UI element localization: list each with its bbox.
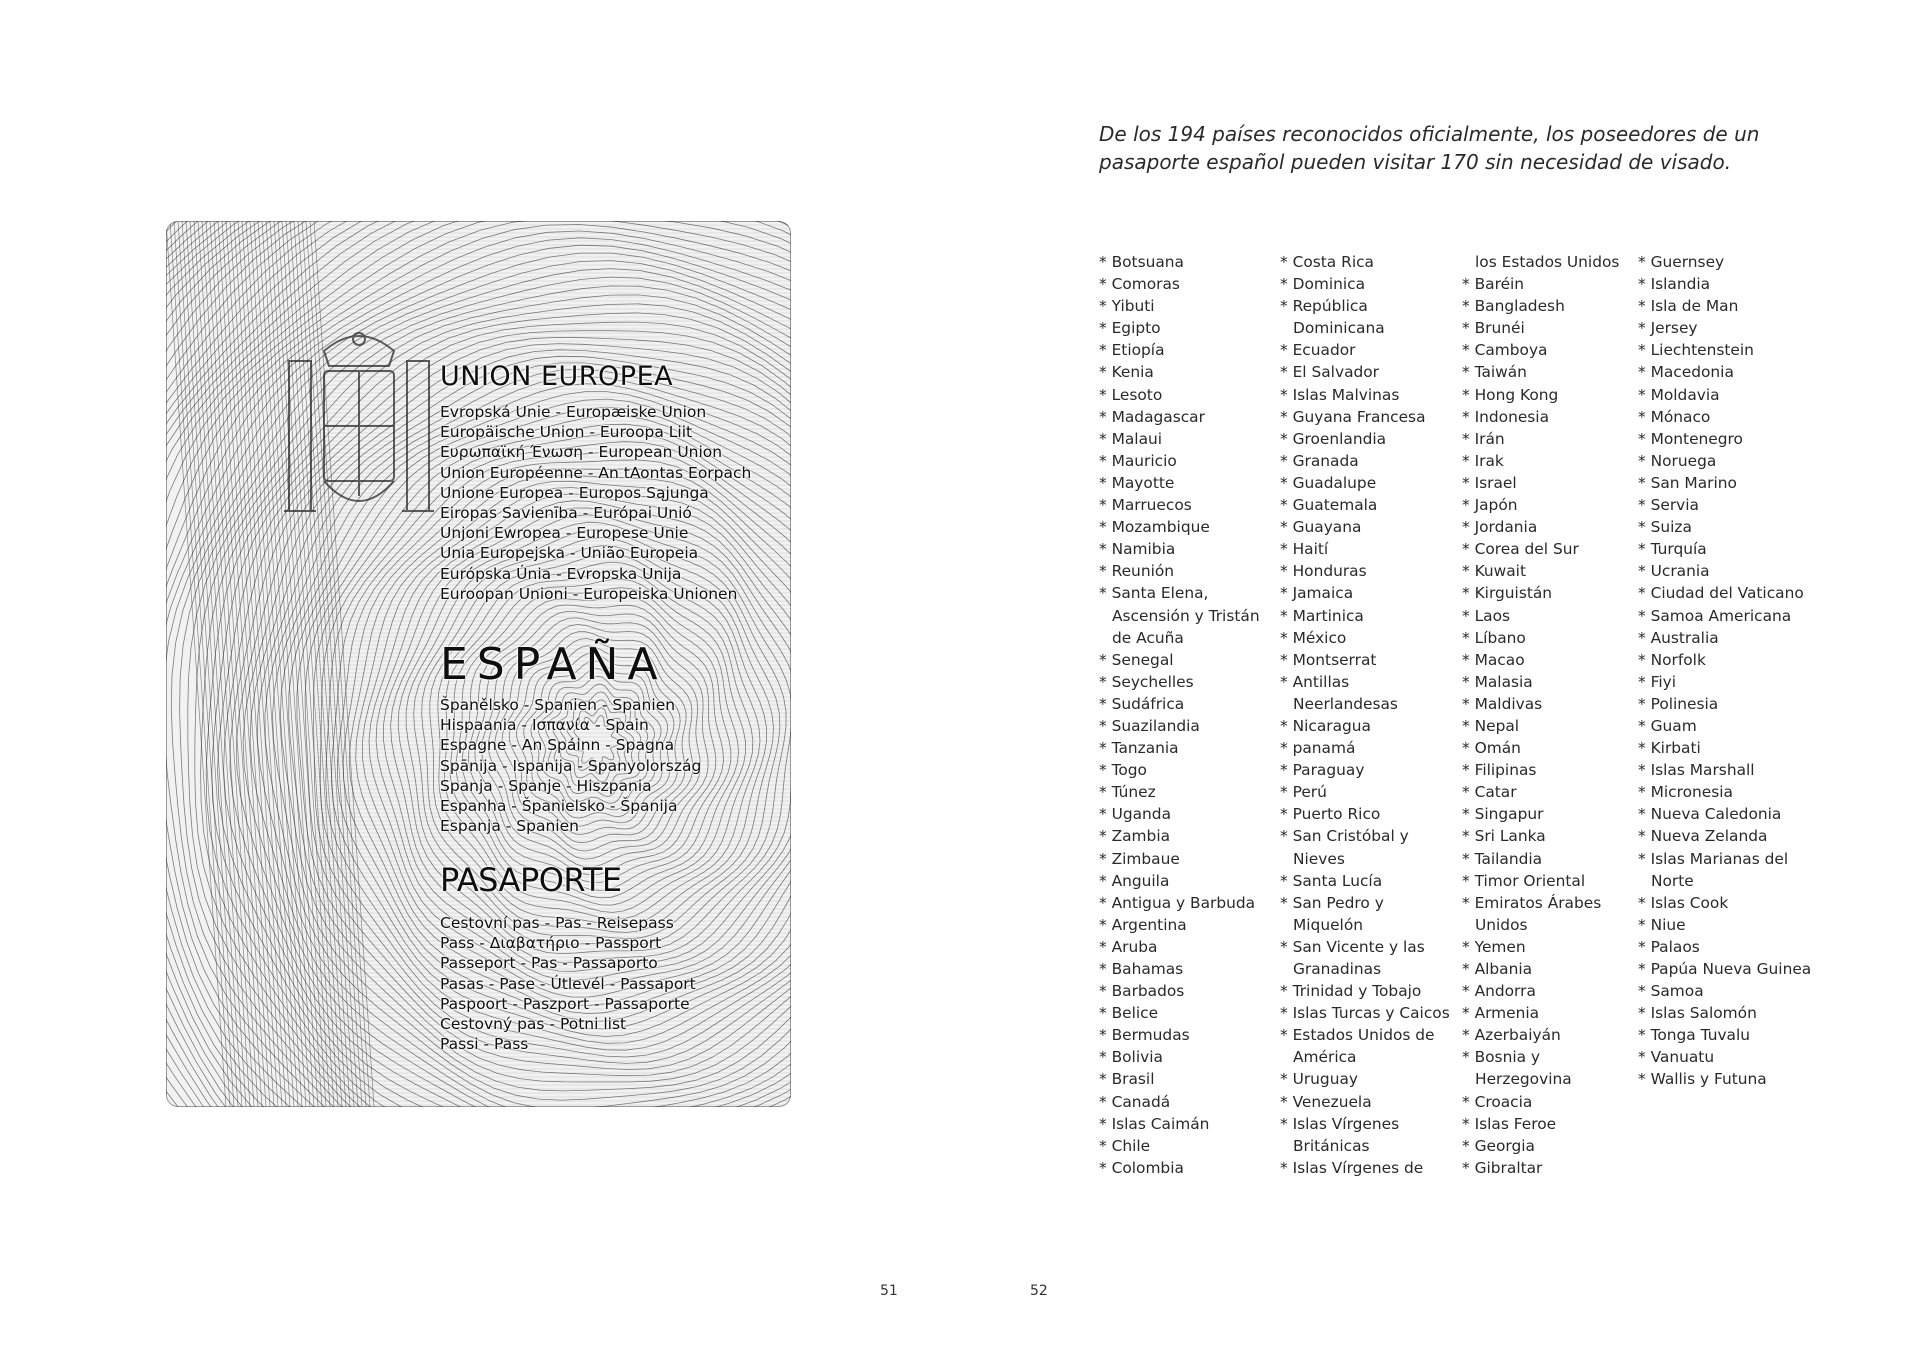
country-line: Hispaania - Ισπανία - Spain (440, 716, 649, 735)
country-list-item: * Niue (1638, 915, 1686, 934)
country-list-item: * Noruega (1638, 451, 1717, 470)
country-list-item: * Kuwait (1462, 562, 1526, 581)
country-list-item: * Japón (1462, 496, 1518, 515)
country-translations (440, 695, 701, 836)
country-list-item: * Zimbaue (1099, 849, 1180, 868)
country-list-item: * Islas Cook (1638, 893, 1729, 912)
country-list-item: * Honduras (1280, 562, 1367, 581)
country-list-item: * Perú (1280, 783, 1327, 802)
country-list-item: * San Cristóbal y Nieves (1280, 827, 1409, 868)
country-list-item: * Irán (1462, 429, 1505, 448)
country-column-3 (1462, 251, 1637, 1179)
country-list-item: * Guyana Francesa (1280, 407, 1426, 426)
country-list-item: * Nepal (1462, 716, 1520, 735)
country-list-item: * Laos (1462, 606, 1511, 625)
country-list-item: * Martinica (1280, 606, 1364, 625)
country-list-item: * Tonga Tuvalu (1638, 1026, 1751, 1045)
country-list-item: * Brunéi (1462, 319, 1525, 338)
country-list-item: * Suazilandia (1099, 716, 1200, 735)
country-list-item: * Israel (1462, 473, 1517, 492)
country-list-item: * Aruba (1099, 937, 1158, 956)
country-list-item: * Baréin (1462, 275, 1525, 294)
document-line: Cestovní pas - Pas - Reisepass (440, 914, 674, 932)
country-list-item: * Irak (1462, 451, 1504, 470)
document-line: Paspoort - Paszport - Passaporte (440, 994, 690, 1013)
country-list-item: * Jordania (1462, 518, 1538, 537)
union-line: Europäische Union - Euroopa Liit (440, 423, 693, 442)
union-title: UNION EUROPEA (440, 361, 674, 392)
country-list-item: * Corea del Sur (1462, 540, 1579, 559)
country-list-item: * Sudáfrica (1099, 694, 1185, 713)
country-list-item: * Botsuana (1099, 253, 1184, 271)
country-list-item: * Vanuatu (1638, 1048, 1715, 1067)
country-list-item: * Singapur (1462, 805, 1544, 824)
country-list-item: * Costa Rica (1280, 253, 1374, 271)
country-list-item: * Albania (1462, 960, 1533, 978)
country-list-item: * Bolivia (1099, 1048, 1163, 1067)
country-line: Spanja - Spanje - Hiszpania (440, 776, 652, 795)
country-list-item: * Samoa (1638, 982, 1704, 1001)
union-line: Evropská Unie - Europæiske Union (440, 403, 707, 421)
country-list-item: * Mayotte (1099, 473, 1175, 492)
union-line: Eiropas Savienība - Európai Unió (440, 504, 692, 523)
country-list-item: * Omán (1462, 739, 1521, 758)
country-list-item: * Uganda (1099, 805, 1172, 824)
country-list-item: * Haití (1280, 540, 1329, 559)
country-list-item: * Brasil (1099, 1070, 1155, 1089)
country-list-item: * Togo (1099, 761, 1147, 780)
country-line: Espanha - Španielsko - Španija (440, 797, 678, 816)
country-line: Spānija - Ispanija - Spanyolország (440, 756, 702, 775)
country-list-item: los Estados Unidos (1475, 253, 1620, 271)
country-list-item: * Islas Vírgenes Británicas (1280, 1114, 1400, 1155)
country-list-item: * Reunión (1099, 562, 1175, 581)
coat-of-arms-icon (284, 321, 434, 551)
document-title: PASAPORTE (440, 861, 622, 899)
intro-paragraph: De los 194 países reconocidos oficialmente, los poseedores de un pasaporte español pueden visitar 170 sin necesidad de visado. (1099, 122, 1760, 174)
country-list-item: * Namibia (1099, 540, 1176, 559)
country-list-item: * Polinesia (1638, 694, 1719, 713)
country-list-item: * Tanzania (1099, 739, 1179, 758)
country-list-item: * Nueva Caledonia (1638, 805, 1782, 824)
country-list-item: * Liechtenstein (1638, 341, 1754, 360)
page-number-left: 51 (880, 1283, 898, 1299)
country-list-item: * Australia (1638, 628, 1719, 647)
page-number-right: 52 (1030, 1283, 1048, 1299)
country-list-item: * Líbano (1462, 628, 1526, 647)
country-column-2 (1280, 251, 1455, 1179)
union-line: Európska Únia - Evropska Unija (440, 564, 682, 583)
country-list-item: * Lesoto (1099, 385, 1163, 404)
country-list-item: * Malasia (1462, 672, 1533, 691)
country-list-item: * Marruecos (1099, 496, 1192, 515)
country-list-item: * Anguila (1099, 871, 1170, 890)
union-line: Union Européenne - An tAontas Eorpach (440, 463, 752, 482)
country-list-item: * Camboya (1462, 341, 1548, 360)
country-list-item: * Senegal (1099, 650, 1174, 669)
country-list-item: * Chile (1099, 1136, 1151, 1155)
country-list-item: * Bermudas (1099, 1026, 1190, 1045)
country-list-item: * Seychelles (1099, 672, 1194, 691)
country-list-item: * Islas Caimán (1099, 1114, 1210, 1133)
document-line: Pass - Διαβατήριο - Passport (440, 934, 662, 953)
country-list-item: * Maldivas (1462, 694, 1543, 713)
country-list-item: * panamá (1280, 739, 1356, 758)
country-list-item: * Ecuador (1280, 341, 1356, 360)
country-list-item: * Georgia (1462, 1136, 1535, 1155)
union-line: Unione Europea - Europos Sąjunga (440, 483, 709, 502)
country-list-item: * Suiza (1638, 518, 1692, 537)
country-list-item: * San Marino (1638, 473, 1737, 492)
document-line: Pasas - Pase - Útlevél - Passaport (440, 974, 696, 993)
union-translations (440, 402, 751, 604)
country-list-item: * Islas Malvinas (1280, 385, 1400, 404)
country-list-item: * Nicaragua (1280, 716, 1371, 735)
country-list-item: * Turquía (1638, 540, 1707, 559)
country-list-item: * Timor Oriental (1462, 871, 1586, 890)
country-list-item: * El Salvador (1280, 363, 1380, 382)
country-list-item: * Ucrania (1638, 562, 1710, 581)
country-list-item: * México (1280, 628, 1347, 647)
country-list-item: * Norfolk (1638, 650, 1706, 669)
country-list-item: * Antillas Neerlandesas (1280, 672, 1398, 713)
country-list-item: * Bangladesh (1462, 297, 1565, 316)
country-list-item: * Islandia (1638, 275, 1711, 294)
country-list-item: * Granada (1280, 451, 1359, 470)
country-list-item: * Jamaica (1280, 584, 1354, 603)
country-list-item: * Estados Unidos de América (1280, 1026, 1435, 1067)
country-list-item: * Gibraltar (1462, 1158, 1543, 1177)
country-list-item: * Palaos (1638, 937, 1700, 956)
country-list-item: * San Vicente y las Granadinas (1280, 937, 1425, 978)
country-list-item: * Hong Kong (1462, 385, 1559, 404)
document-line: Passeport - Pas - Passaporto (440, 954, 658, 973)
country-list-item: * Túnez (1099, 783, 1156, 802)
country-list-item: * Kirguistán (1462, 584, 1553, 603)
country-list-item: * Islas Marshall (1638, 761, 1755, 780)
union-line: Ευρωπαϊκή Ένωση - European Union (440, 443, 723, 462)
country-list-item: * Islas Turcas y Caicos (1280, 1004, 1450, 1023)
country-list-item: * Samoa Americana (1638, 606, 1792, 625)
union-line: Unjoni Ewropea - Europese Unie (440, 524, 689, 543)
union-line: Unia Europejska - União Europeia (440, 544, 699, 563)
country-list-item: * Barbados (1099, 982, 1185, 1001)
country-list-item: * Islas Marianas del Norte (1638, 849, 1789, 890)
country-list-item: * Kirbati (1638, 739, 1701, 758)
country-list-item: * Sri Lanka (1462, 827, 1546, 846)
country-list-item: * Tailandia (1462, 849, 1543, 868)
country-list-item: * Wallis y Futuna (1638, 1070, 1767, 1089)
country-list-item: * Yibuti (1099, 297, 1155, 316)
country-list-item: * Indonesia (1462, 407, 1550, 426)
country-list-item: * Antigua y Barbuda (1099, 893, 1256, 912)
country-list-item: * Fiyi (1638, 672, 1676, 691)
country-list-item: * Papúa Nueva Guinea (1638, 960, 1812, 978)
country-list-item: * Guatemala (1280, 496, 1378, 515)
country-list-item: * Micronesia (1638, 783, 1733, 802)
country-list-item: * Armenia (1462, 1004, 1540, 1023)
country-list-item: * Guernsey (1638, 253, 1725, 271)
country-list-item: * Madagascar (1099, 407, 1205, 426)
country-list-item: * Mauricio (1099, 451, 1177, 470)
country-list-item: * Kenia (1099, 363, 1154, 382)
country-list-item: * Bosnia y Herzegovina (1462, 1048, 1572, 1089)
country-list-item: * Ciudad del Vaticano (1638, 584, 1804, 603)
country-list-item: * Etiopía (1099, 341, 1165, 360)
country-line: Espanja - Spanien (440, 817, 579, 836)
country-list-item: * Montenegro (1638, 429, 1743, 448)
country-list-item: * Mónaco (1638, 407, 1711, 426)
country-list-item: * Taiwán (1462, 363, 1527, 382)
country-list-item: * Trinidad y Tobajo (1280, 982, 1422, 1001)
country-list-item: * Islas Vírgenes de (1280, 1158, 1424, 1177)
country-list-item: * Macao (1462, 650, 1525, 669)
country-list-item: * Malaui (1099, 429, 1163, 448)
country-list-item: * Uruguay (1280, 1070, 1358, 1089)
country-list-item: * Mozambique (1099, 518, 1210, 537)
country-column-1 (1099, 251, 1274, 1179)
country-list-item: * Puerto Rico (1280, 805, 1381, 824)
country-list-item: * Servia (1638, 496, 1699, 515)
country-line: Španělsko - Spanien - Spanien (440, 696, 676, 714)
country-list-item: * Croacia (1462, 1092, 1533, 1111)
country-list-item: * Santa Elena, Ascensión y Tristán de Acuña (1099, 584, 1260, 647)
country-list-item: * Emiratos Árabes Unidos (1462, 893, 1602, 934)
country-column-4 (1638, 251, 1813, 1091)
country-list-item: * San Pedro y Miquelón (1280, 893, 1384, 934)
country-list-item: * Groenlandia (1280, 429, 1387, 448)
passport-cover (166, 221, 791, 1107)
document-line: Cestovný pas - Potni list (440, 1015, 627, 1034)
country-list-item: * Paraguay (1280, 761, 1365, 780)
country-list-item: * Catar (1462, 783, 1517, 802)
country-list-item: * Colombia (1099, 1158, 1184, 1177)
country-list-item: * Egipto (1099, 319, 1161, 338)
country-list-item: * Comoras (1099, 275, 1180, 294)
country-title: ESPAÑA (440, 639, 667, 690)
country-list-item: * Jersey (1638, 319, 1698, 338)
country-list-item: * Nueva Zelanda (1638, 827, 1768, 846)
country-list-item: * Montserrat (1280, 650, 1377, 669)
country-list-item: * Isla de Man (1638, 297, 1739, 316)
country-list-item: * Filipinas (1462, 761, 1537, 780)
country-list-item: * Argentina (1099, 915, 1187, 934)
country-list-item: * Bahamas (1099, 960, 1184, 978)
country-list-item: * Macedonia (1638, 363, 1734, 382)
country-list-item: * Islas Salomón (1638, 1004, 1757, 1023)
country-list-item: * Andorra (1462, 982, 1536, 1001)
country-list-item: * Santa Lucía (1280, 871, 1383, 890)
country-list-item: * Belice (1099, 1004, 1159, 1023)
document-translations (440, 913, 696, 1054)
document-line: Passi - Pass (440, 1035, 529, 1054)
country-list-item: * Dominica (1280, 275, 1366, 294)
country-list-item: * Zambia (1099, 827, 1171, 846)
country-list-item: * Guayana (1280, 518, 1362, 537)
country-list-item: * Venezuela (1280, 1092, 1372, 1111)
country-list-item: * República Dominicana (1280, 297, 1385, 338)
country-list-item: * Guadalupe (1280, 473, 1377, 492)
country-list-item: * Islas Feroe (1462, 1114, 1557, 1133)
union-line: Euroopan Unioni - Europeiska Unionen (440, 584, 738, 603)
country-list-item: * Moldavia (1638, 385, 1720, 404)
country-list-item: * Canadá (1099, 1092, 1171, 1111)
country-line: Espagne - An Spáinn - Spagna (440, 736, 675, 755)
country-list-item: * Azerbaiyán (1462, 1026, 1561, 1045)
country-list-item: * Yemen (1462, 937, 1526, 956)
country-list-item: * Guam (1638, 716, 1697, 735)
